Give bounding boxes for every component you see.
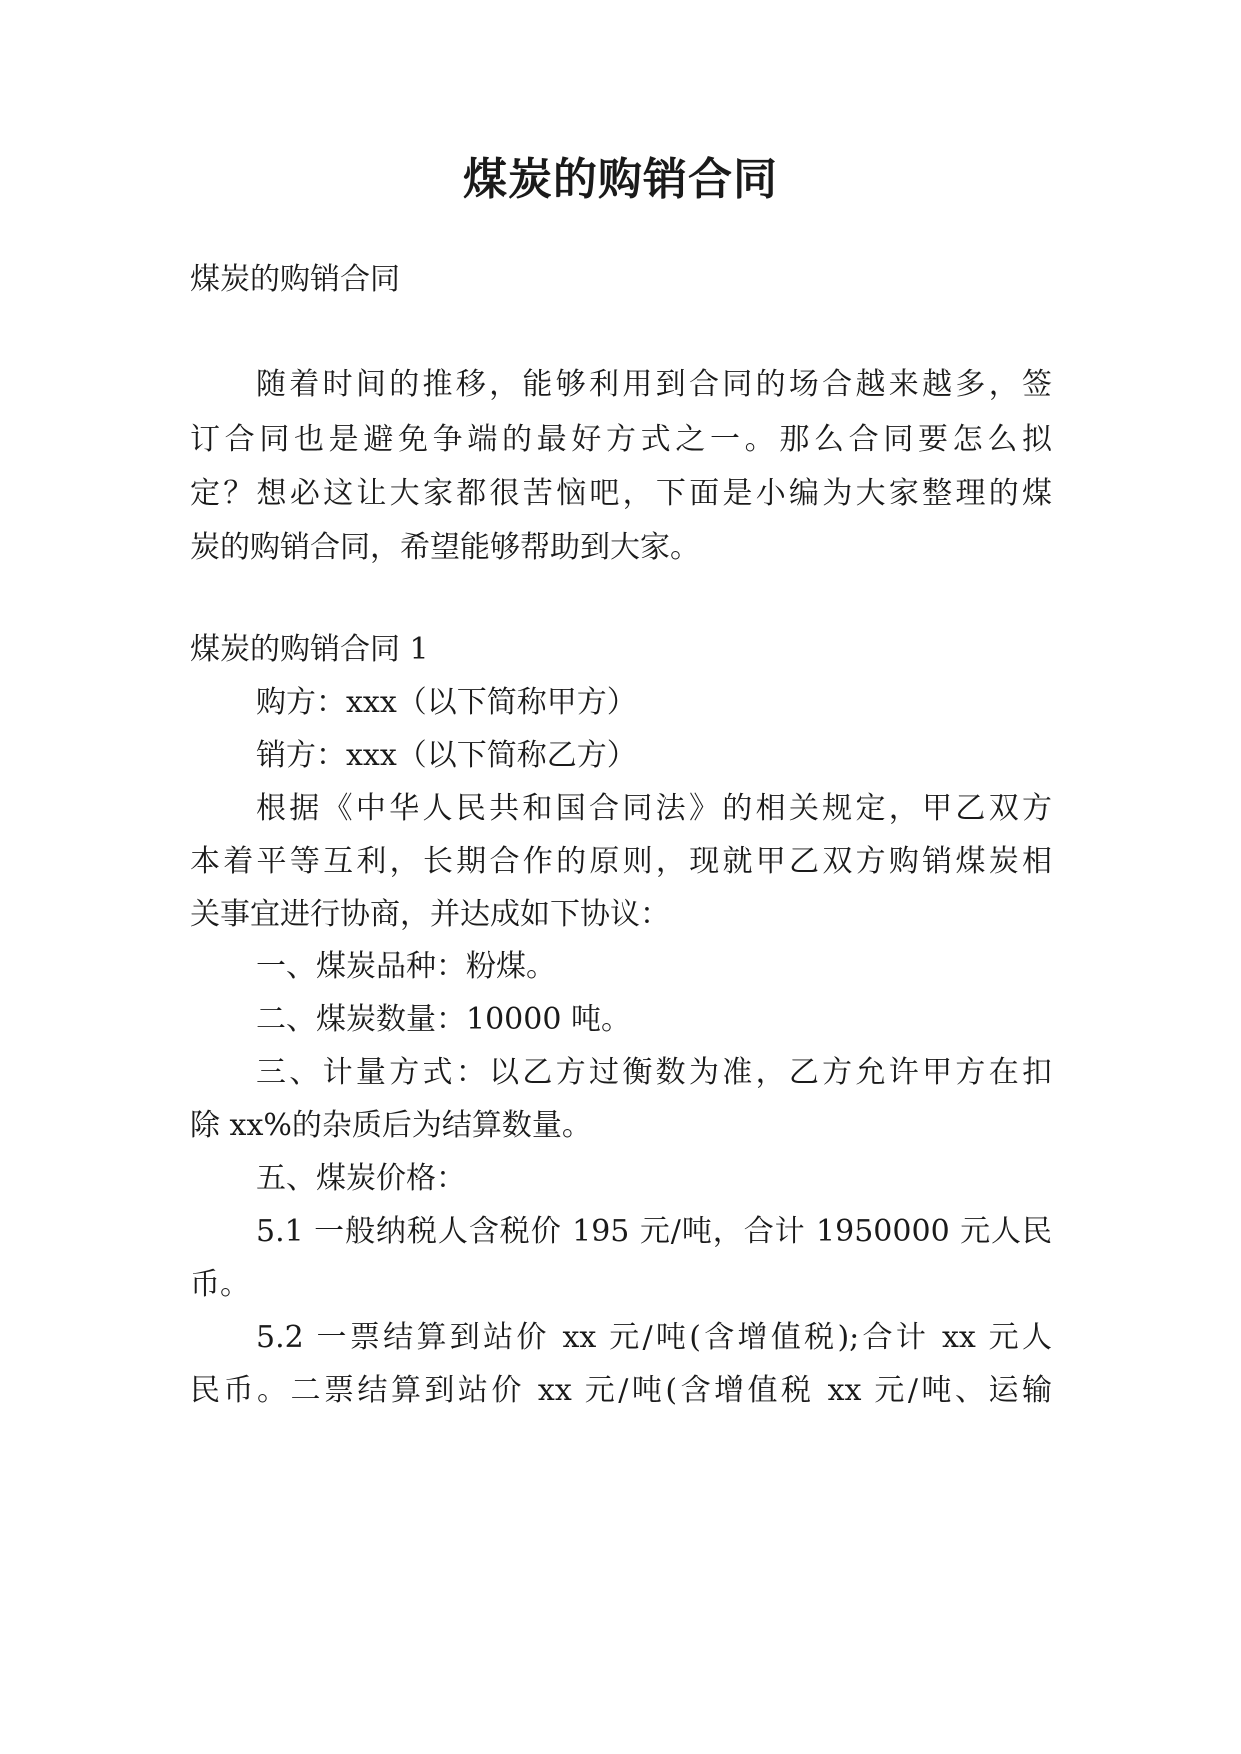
clause-5-2-line-2: 民币。二票结算到站价 xx 元/吨(含增值税 xx 元/吨、运输 bbox=[190, 1373, 1052, 1408]
clause-3-line-1: 三、计量方式：以乙方过衡数为准，乙方允许甲方在扣 bbox=[256, 1055, 1052, 1090]
buyer-line: 购方：xxx（以下简称甲方） bbox=[256, 685, 637, 720]
seller-line: 销方：xxx（以下简称乙方） bbox=[256, 738, 637, 773]
contract-heading: 煤炭的购销合同 1 bbox=[190, 632, 429, 667]
intro-line-2: 订合同也是避免争端的最好方式之一。那么合同要怎么拟 bbox=[190, 422, 1052, 457]
clause-5-1-line-1: 5.1 一般纳税人含税价 195 元/吨，合计 1950000 元人民 bbox=[256, 1214, 1052, 1249]
clause-5: 五、煤炭价格： bbox=[256, 1161, 466, 1196]
clause-5-2-line-1: 5.2 一票结算到站价 xx 元/吨(含增值税);合计 xx 元人 bbox=[256, 1320, 1052, 1355]
subtitle: 煤炭的购销合同 bbox=[190, 262, 400, 297]
intro-line-4: 炭的购销合同，希望能够帮助到大家。 bbox=[190, 530, 700, 565]
clause-2: 二、煤炭数量：10000 吨。 bbox=[256, 1002, 631, 1037]
preamble-line-2: 本着平等互利，长期合作的原则，现就甲乙双方购销煤炭相 bbox=[190, 844, 1052, 879]
clause-3-line-2: 除 xx%的杂质后为结算数量。 bbox=[190, 1108, 592, 1143]
clause-5-1-line-2: 币。 bbox=[190, 1267, 250, 1302]
intro-line-1: 随着时间的推移，能够利用到合同的场合越来越多，签 bbox=[256, 367, 1052, 402]
intro-line-3: 定？想必这让大家都很苦恼吧，下面是小编为大家整理的煤 bbox=[190, 476, 1052, 511]
preamble-line-3: 关事宜进行协商，并达成如下协议： bbox=[190, 897, 670, 932]
document-title: 煤炭的购销合同 bbox=[463, 154, 778, 205]
preamble-line-1: 根据《中华人民共和国合同法》的相关规定，甲乙双方 bbox=[256, 791, 1052, 826]
clause-1: 一、煤炭品种：粉煤。 bbox=[256, 949, 556, 984]
